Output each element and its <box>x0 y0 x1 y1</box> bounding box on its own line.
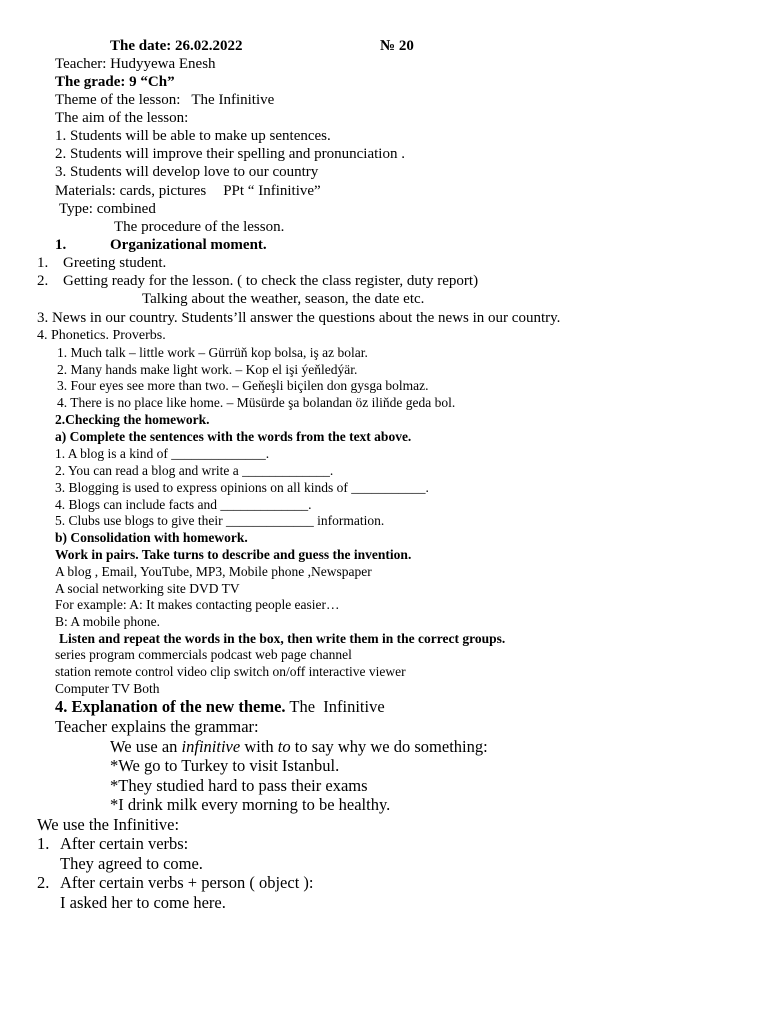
org-item-number: 2. <box>37 273 49 289</box>
pairs-line: For example: A: It makes contacting people easier… <box>55 597 340 612</box>
listen-line: Computer TV Both <box>55 681 160 696</box>
teacher-name: Teacher: Hudyyewa Enesh <box>55 56 216 72</box>
phonetics-heading: 4. Phonetics. Proverbs. <box>37 328 166 343</box>
teacher-explains: Teacher explains the grammar: <box>55 717 259 736</box>
explanation-heading <box>55 699 385 716</box>
use-number: 1. <box>37 834 50 853</box>
rule-text: We use an <box>110 737 182 756</box>
materials <box>55 184 321 199</box>
procedure-heading: The procedure of the lesson. <box>114 219 285 235</box>
homework-sentence: 4. Blogs can include facts and _____________. <box>55 497 312 512</box>
pairs-line: B: A mobile phone. <box>55 614 161 629</box>
materials-list: Materials: cards, pictures <box>55 183 207 199</box>
explanation-title: 4. Explanation of the new theme. <box>55 697 286 716</box>
homework-sentence: 1. A blog is a kind of ______________. <box>55 446 270 461</box>
section-1-title: Organizational moment. <box>110 237 267 253</box>
theme-value: The Infinitive <box>191 92 275 108</box>
pairs-line: A blog , Email, YouTube, MP3, Mobile phone ,Newspaper <box>55 564 372 579</box>
homework-sentence: 2. You can read a blog and write a _____________. <box>55 463 334 478</box>
explanation-theme: The Infinitive <box>285 697 385 716</box>
use-text: After certain verbs: <box>60 834 189 853</box>
rule-text: with <box>240 737 278 756</box>
rule-infinitive: infinitive <box>181 737 241 756</box>
homework-heading: 2.Checking the homework. <box>55 412 210 427</box>
listen-line: series program commercials podcast web page channel <box>55 647 352 662</box>
aim-item: 1. Students will be able to make up sentences. <box>55 128 331 144</box>
homework-sentence: 5. Clubs use blogs to give their _____________ information. <box>55 513 385 528</box>
lesson-type: Type: combined <box>59 201 156 217</box>
pairs-line: A social networking site DVD TV <box>55 581 240 596</box>
listen-line: station remote control video clip switch on/off interactive viewer <box>55 664 406 679</box>
homework-task-a: a) Complete the sentences with the words from the text above. <box>55 429 412 444</box>
talking-note: Talking about the weather, season, the date etc. <box>142 291 425 307</box>
proverb-item: 4. There is no place like home. – Müsürde şa bolandan öz iliňde geda bol. <box>57 395 456 410</box>
proverb-item: 1. Much talk – little work – Gürrüň kop bolsa, iş az bolar. <box>57 345 368 360</box>
theme-label: Theme of the lesson: <box>55 92 181 108</box>
grammar-example: *They studied hard to pass their exams <box>110 776 368 795</box>
use-text: After certain verbs + person ( object ): <box>60 873 314 892</box>
homework-task-b: b) Consolidation with homework. <box>55 530 248 545</box>
lesson-number: № 20 <box>380 38 414 54</box>
use-example: I asked her to come here. <box>60 893 226 912</box>
use-example: They agreed to come. <box>60 854 203 873</box>
lesson-date: The date: 26.02.2022 <box>110 38 243 54</box>
news-item: 3. News in our country. Students’ll answer the questions about the news in our country. <box>37 310 561 326</box>
aim-item: 2. Students will improve their spelling and pronunciation . <box>55 146 405 162</box>
infinitive-use-heading: We use the Infinitive: <box>37 815 180 834</box>
proverb-item: 3. Four eyes see more than two. – Geňeşli biçilen don gysga bolmaz. <box>57 378 429 393</box>
proverb-item: 2. Many hands make light work. – Kop el işi ýeňledýär. <box>57 362 358 377</box>
aim-item: 3. Students will develop love to our country <box>55 164 319 180</box>
org-item-text: Getting ready for the lesson. ( to check the class register, duty report) <box>63 273 479 289</box>
pairs-task-heading: Work in pairs. Take turns to describe and guess the invention. <box>55 547 412 562</box>
rule-to: to <box>277 737 291 756</box>
grammar-example: *I drink milk every morning to be healthy. <box>110 795 391 814</box>
rule-text: to say why we do something: <box>290 737 488 756</box>
lesson-aim-heading: The aim of the lesson: <box>55 110 189 126</box>
section-1-number: 1. <box>55 237 67 253</box>
lesson-theme <box>55 93 274 108</box>
listen-task-heading: Listen and repeat the words in the box, then write them in the correct groups. <box>59 631 506 646</box>
homework-sentence: 3. Blogging is used to express opinions on all kinds of ___________. <box>55 480 429 495</box>
grammar-rule <box>110 739 488 756</box>
materials-ppt: PPt “ Infinitive” <box>223 183 321 199</box>
org-item-number: 1. <box>37 255 49 271</box>
org-item-text: Greeting student. <box>63 255 167 271</box>
grade: The grade: 9 “Ch” <box>55 74 175 90</box>
use-number: 2. <box>37 873 50 892</box>
grammar-example: *We go to Turkey to visit Istanbul. <box>110 756 340 775</box>
